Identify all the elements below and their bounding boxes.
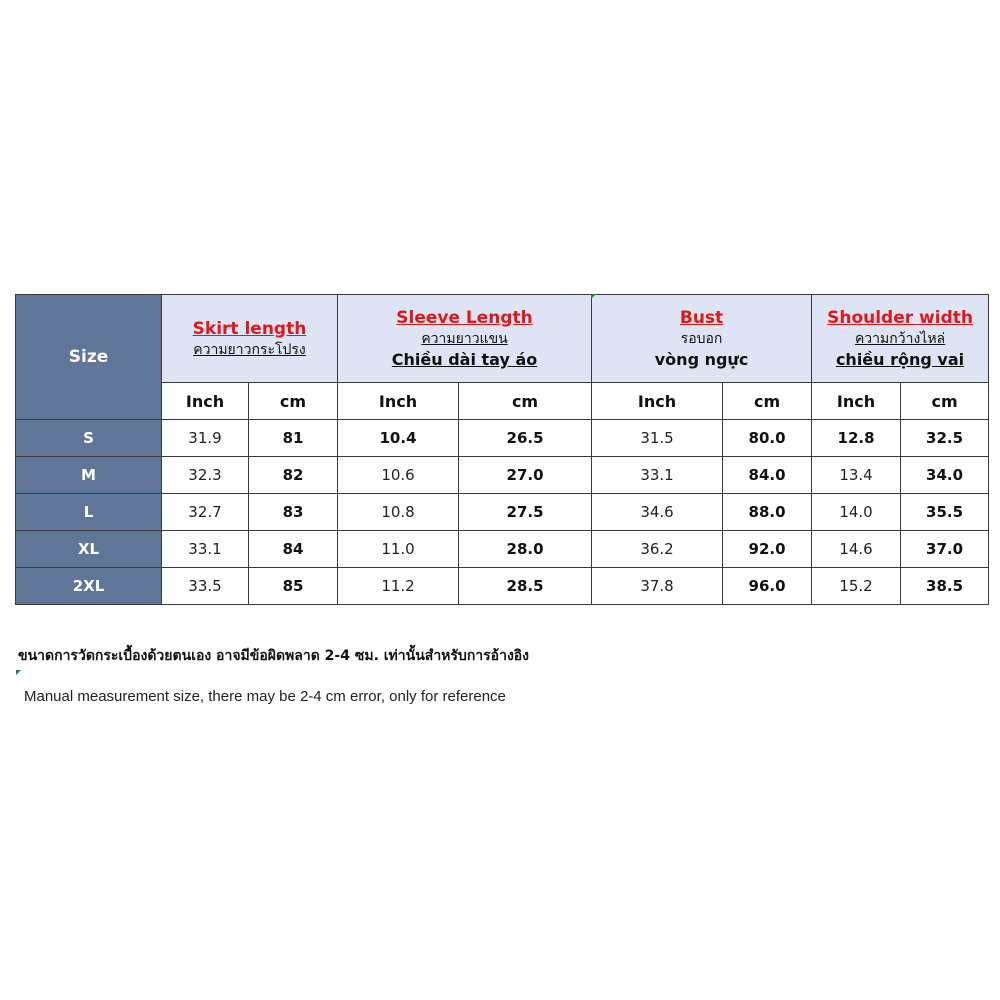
table-row [16,457,989,494]
cell-marker-icon [591,294,596,299]
table-cell: 31.5 [592,420,723,457]
table-cell: 12.8 [812,420,901,457]
sleeve-length-title: Sleeve Length [396,307,533,328]
size-label: S [16,420,162,457]
table-cell: 14.6 [812,531,901,568]
table-cell: 38.5 [901,568,989,605]
skirt-length-title: Skirt length [192,318,307,339]
table-cell: 37.0 [901,531,989,568]
table-row [16,531,989,568]
table-cell: 81 [249,420,338,457]
table-row [16,420,989,457]
sleeve-length-thai: ความยาวแขน [421,330,508,347]
table-cell: 36.2 [592,531,723,568]
table-cell: 27.0 [459,457,592,494]
table-cell: 10.8 [338,494,459,531]
table-cell: 27.5 [459,494,592,531]
table-cell: 28.5 [459,568,592,605]
bust-thai: รอบอก [680,330,723,347]
sleeve-length-vietnamese: Chiều dài tay áo [391,349,538,369]
table-cell: 35.5 [901,494,989,531]
size-label: 2XL [16,568,162,605]
shoulder-width-header [812,295,989,383]
bust-header [592,295,812,383]
table-cell: 33.5 [162,568,249,605]
shoulder-width-title: Shoulder width [827,307,973,328]
shoulder-width-vietnamese: chiều rộng vai [835,349,965,369]
table-row [16,568,989,605]
sleeve-length-header [338,295,592,383]
group-header-row [16,295,989,383]
table-cell: 14.0 [812,494,901,531]
size-header: Size [16,295,162,420]
unit-header: cm [249,383,338,420]
table-cell: 34.0 [901,457,989,494]
table-row [16,494,989,531]
unit-header: cm [723,383,812,420]
table-cell: 26.5 [459,420,592,457]
table-cell: 84 [249,531,338,568]
table-cell: 88.0 [723,494,812,531]
table-cell: 84.0 [723,457,812,494]
table-cell: 13.4 [812,457,901,494]
table-cell: 85 [249,568,338,605]
shoulder-width-thai: ความกว้างไหล่ [854,330,946,347]
table-cell: 32.7 [162,494,249,531]
size-label: L [16,494,162,531]
table-cell: 15.2 [812,568,901,605]
unit-header: Inch [338,383,459,420]
unit-header: cm [459,383,592,420]
skirt-length-thai: ความยาวกระโปรง [193,341,306,358]
table-cell: 32.5 [901,420,989,457]
bust-title: Bust [679,307,724,328]
bust-vietnamese: vòng ngực [654,349,749,369]
table-cell: 10.4 [338,420,459,457]
table-cell: 92.0 [723,531,812,568]
table-cell: 34.6 [592,494,723,531]
table-cell: 82 [249,457,338,494]
note-thai: ขนาดการวัดกระเบื้องด้วยตนเอง อาจมีข้อผิดพลาด 2-4 ซม. เท่านั้นสำหรับการอ้างอิง [18,648,530,664]
table-cell: 80.0 [723,420,812,457]
unit-header: Inch [592,383,723,420]
size-label: XL [16,531,162,568]
unit-header: Inch [812,383,901,420]
table-cell: 11.2 [338,568,459,605]
skirt-length-header [162,295,338,383]
note-english: Manual measurement size, there may be 2-4 cm error, only for reference [24,688,506,705]
unit-header-row [16,383,989,420]
table-cell: 28.0 [459,531,592,568]
table-cell: 37.8 [592,568,723,605]
table-cell: 10.6 [338,457,459,494]
cell-marker-icon [16,670,21,675]
table-cell: 83 [249,494,338,531]
unit-header: cm [901,383,989,420]
table-cell: 11.0 [338,531,459,568]
table-cell: 32.3 [162,457,249,494]
size-chart-table [15,294,989,605]
table-cell: 31.9 [162,420,249,457]
table-cell: 96.0 [723,568,812,605]
unit-header: Inch [162,383,249,420]
table-cell: 33.1 [162,531,249,568]
size-label: M [16,457,162,494]
table-cell: 33.1 [592,457,723,494]
